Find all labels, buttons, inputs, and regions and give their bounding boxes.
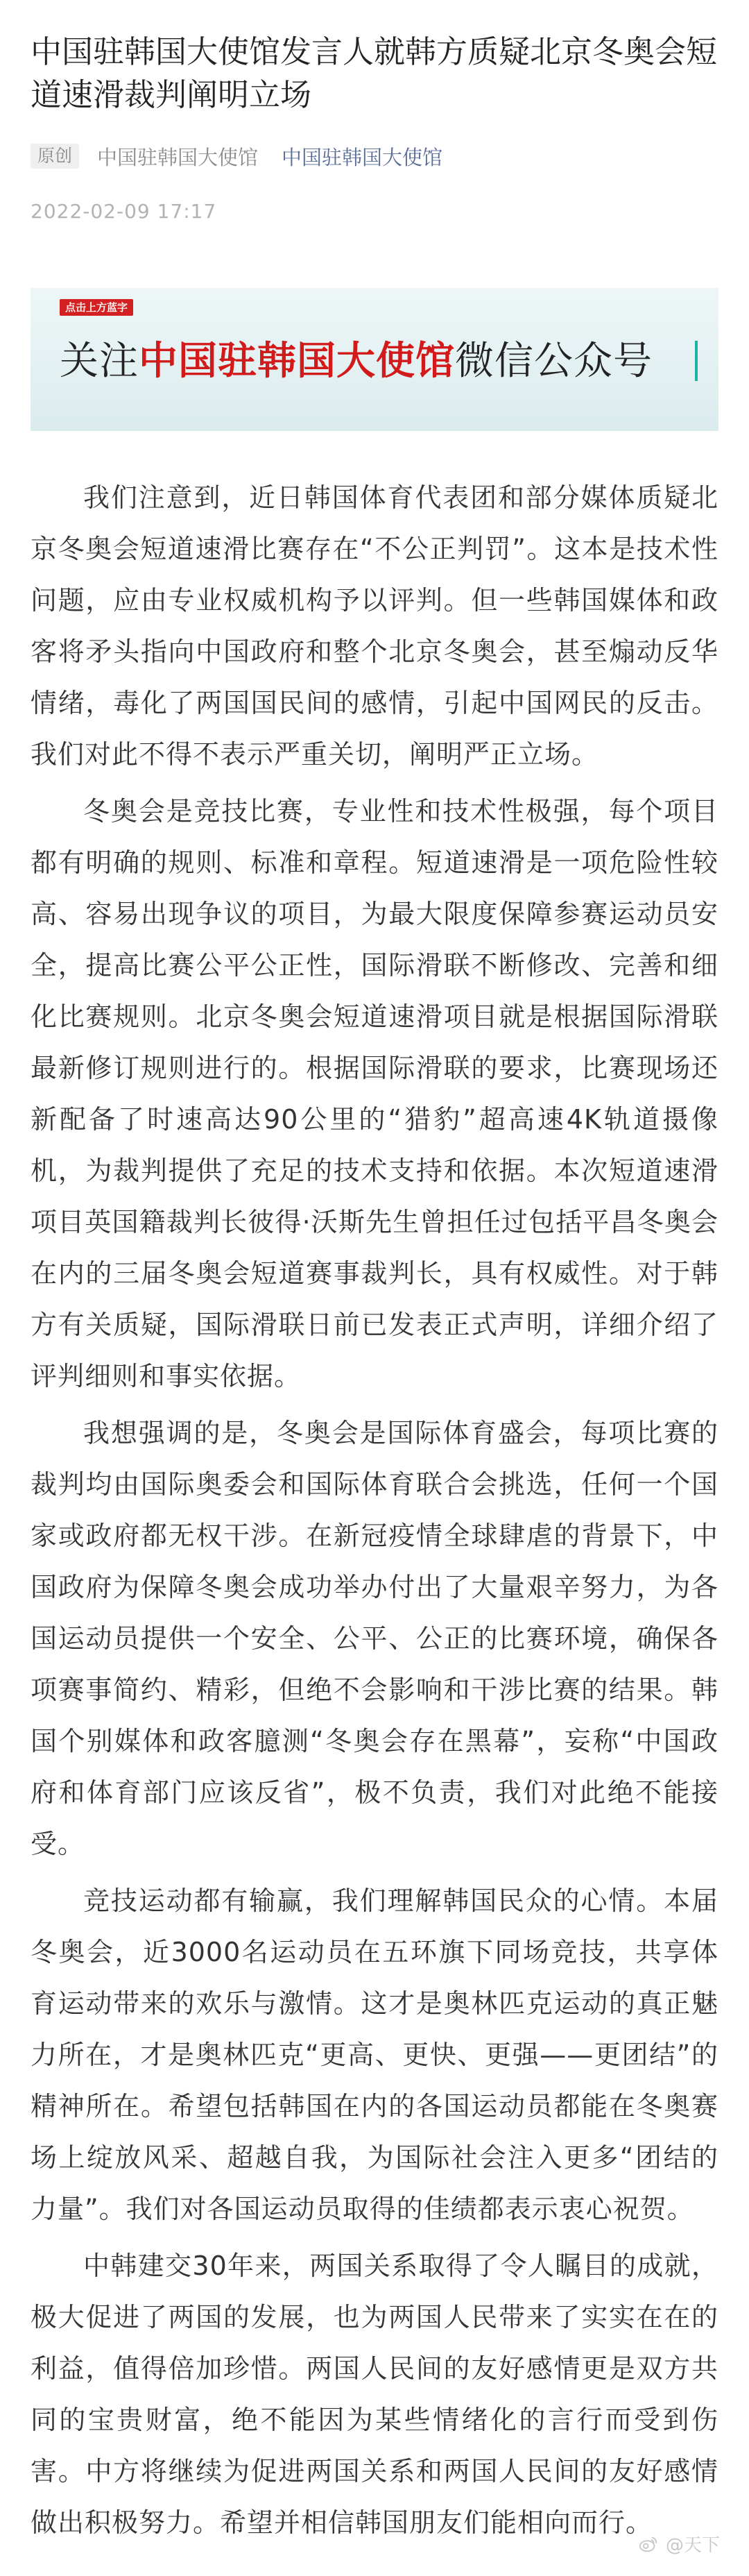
paragraph: 我想强调的是，冬奥会是国际体育盛会，每项比赛的裁判均由国际奥委会和国际体育联合会挑选，任何一个国家或政府都无权干涉。在新冠疫情全球肆虐的背景下，中国政府为保障冬奥会成功举办付出了大量艰辛努力，为各国运动员提供一个安全、公平、公正的比赛环境，确保各项赛事简约、精彩，但绝不会影响和干涉比赛的结果。韩国个别媒体和政客臆测“冬奥会存在黑幕”，妄称“中国政府和体育部门应该反省”，极不负责，我们对此绝不能接受。	[31, 1418, 718, 1859]
publish-time: 2022-02-09 17:17	[31, 200, 217, 223]
weibo-icon	[638, 2534, 659, 2554]
banner-suffix: 微信公众号	[455, 339, 653, 384]
paragraph: 我们注意到，近日韩国体育代表团和部分媒体质疑北京冬奥会短道速滑比赛存在“不公正判罚”。这本是技术性问题，应由专业权威机构予以评判。但一些韩国媒体和政客将矛头指向中国政府和整个北京冬奥会，甚至煽动反华情绪，毒化了两国国民间的感情，引起中国网民的反击。我们对此不得不表示严重关切，阐明严正立场。	[31, 482, 718, 770]
banner-prefix: 关注	[60, 339, 139, 384]
article-body	[31, 472, 718, 2554]
original-badge: 原创	[31, 144, 79, 169]
paragraph: 冬奥会是竞技比赛，专业性和技术性极强，每个项目都有明确的规则、标准和章程。短道速滑是一项危险性较高、容易出现争议的项目，为最大限度保障参赛运动员安全，提高比赛公平公正性，国际滑联不断修改、完善和细化比赛规则。北京冬奥会短道速滑项目就是根据国际滑联最新修订规则进行的。根据国际滑联的要求，比赛现场还新配备了时速高达90公里的“猎豹”超高速4K轨道摄像机，为裁判提供了充足的技术支持和依据。本次短道速滑项目英国籍裁判长彼得·沃斯先生曾担任过包括平昌冬奥会在内的三届冬奥会短道赛事裁判长，具有权威性。对于韩方有关质疑，国际滑联日前已发表正式声明，详细介绍了评判细则和事实依据。	[31, 796, 718, 1391]
banner-text	[60, 328, 653, 395]
paragraph: 竞技运动都有输赢，我们理解韩国民众的心情。本届冬奥会，近3000名运动员在五环旗下同场竞技，共享体育运动带来的欢乐与激情。这才是奥林匹克运动的真正魅力所在，才是奥林匹克“更高、更快、更强——更团结”的精神所在。希望包括韩国在内的各国运动员都能在冬奥赛场上绽放风采、超越自我，为国际社会注入更多“团结的力量”。我们对各国运动员取得的佳绩都表示衷心祝贺。	[31, 1886, 718, 2224]
banner-accent-bar	[695, 341, 698, 381]
banner-embassy-name: 中国驻韩国大使馆	[139, 339, 455, 384]
article-meta	[31, 142, 442, 170]
watermark-text: @天下	[665, 2535, 720, 2556]
paragraph: 中韩建交30年来，两国关系取得了令人瞩目的成就，极大促进了两国的发展，也为两国人民带来了实实在在的利益，值得倍加珍惜。两国人民间的友好感情更是双方共同的宝贵财富，绝不能因为某些情绪化的言行而受到伤害。中方将继续为促进两国关系和两国人民间的友好感情做出积极努力。希望并相信韩国朋友们能相向而行。	[31, 2251, 718, 2538]
weibo-watermark	[638, 2531, 720, 2557]
banner-tag: 点击上方蓝字	[60, 299, 133, 316]
author-name: 中国驻韩国大使馆	[97, 145, 259, 169]
follow-banner[interactable]	[31, 288, 718, 431]
article-title: 中国驻韩国大使馆发言人就韩方质疑北京冬奥会短道速滑裁判阐明立场	[31, 33, 718, 113]
account-name-link[interactable]: 中国驻韩国大使馆	[282, 145, 443, 169]
